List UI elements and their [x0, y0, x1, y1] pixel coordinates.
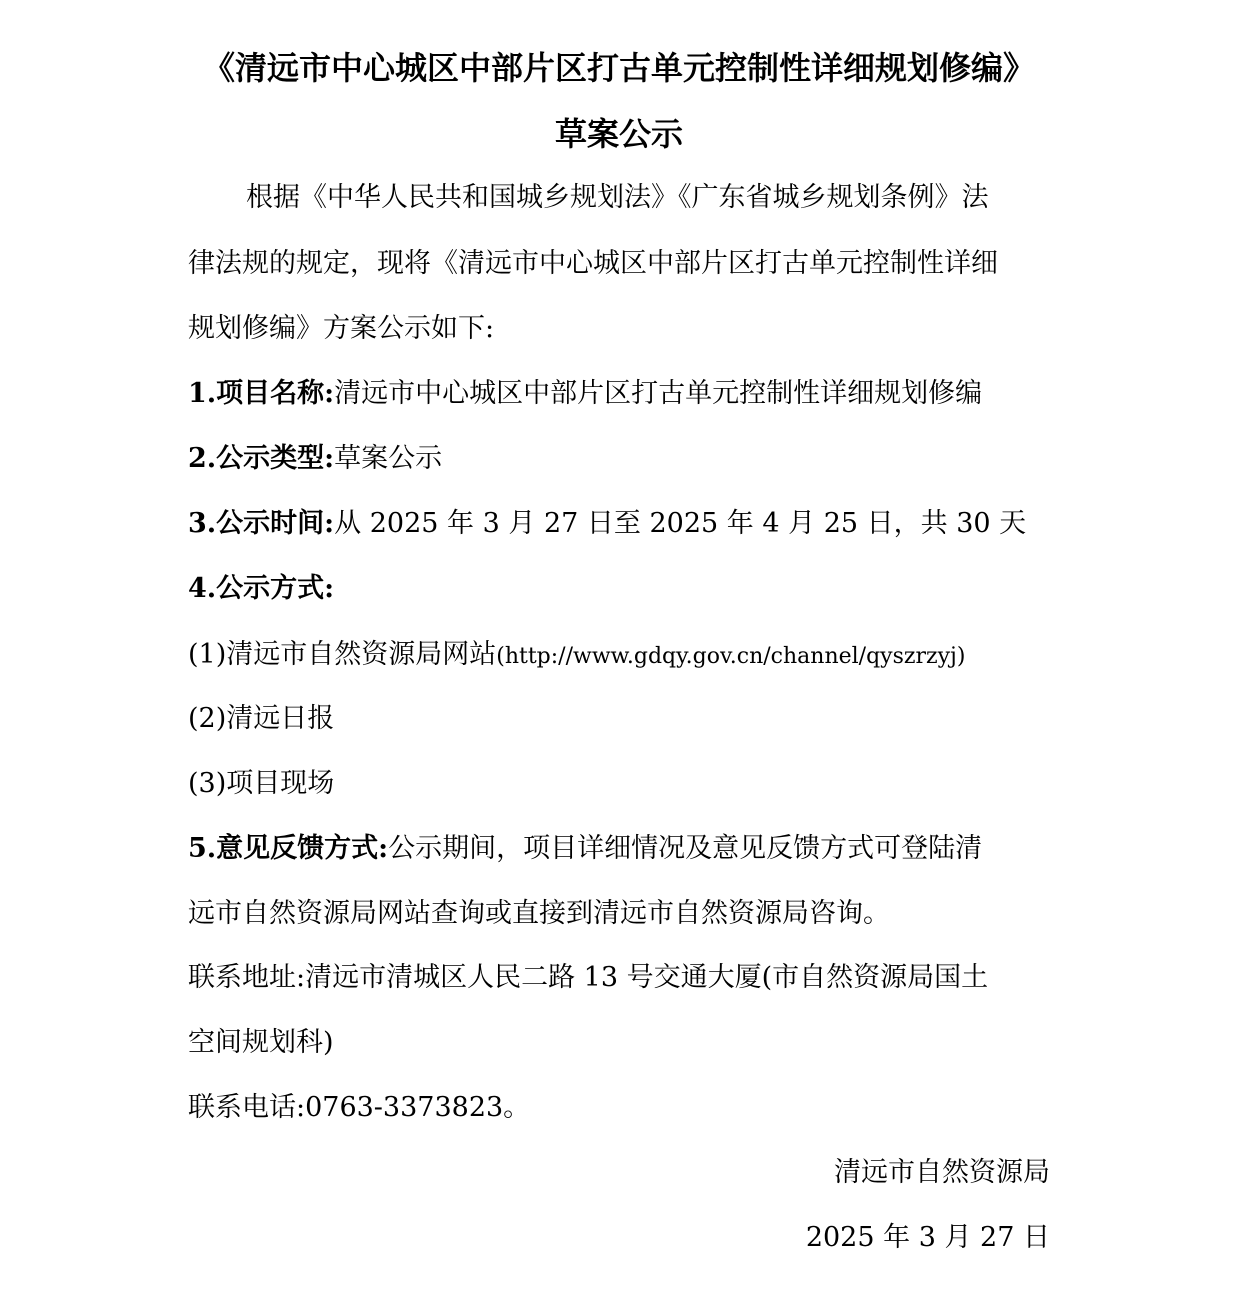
feedback-value-line-2: 远市自然资源局网站查询或直接到清远市自然资源局咨询。: [188, 898, 890, 929]
intro-paragraph-line-2: 律法规的规定，现将《清远市中心城区中部片区打古单元控制性详细: [188, 248, 998, 279]
announcement-type-value: 草案公示: [334, 443, 443, 474]
method-item-website: [188, 635, 1058, 677]
method-item-newspaper: (2)清远日报: [188, 703, 335, 734]
project-name-row: [188, 374, 1058, 414]
announcement-type-label: 2.公示类型:: [188, 443, 335, 474]
contact-phone: 联系电话:0763-3373823。: [188, 1092, 531, 1123]
intro-paragraph-line-1: 根据《中华人民共和国城乡规划法》《广东省城乡规划条例》法: [246, 182, 989, 213]
feedback-label: 5.意见反馈方式:: [188, 833, 389, 864]
signature-organization: 清远市自然资源局: [834, 1157, 1050, 1188]
feedback-value-line-1: 公示期间，项目详细情况及意见反馈方式可登陆清: [388, 833, 983, 864]
feedback-row: [188, 829, 1058, 869]
contact-address-line-2: 空间规划科): [188, 1027, 334, 1058]
announcement-time-label: 3.公示时间:: [188, 508, 335, 539]
announcement-type-row: [188, 439, 1058, 479]
project-name-value: 清远市中心城区中部片区打古单元控制性详细规划修编: [334, 378, 983, 409]
announcement-time-value: 从 2025 年 3 月 27 日至 2025 年 4 月 25 日，共 30 天: [334, 508, 1027, 539]
announcement-time-row: [188, 504, 1058, 544]
announcement-method-label: 4.公示方式:: [188, 573, 335, 604]
document-subtitle: 草案公示: [554, 115, 683, 153]
method-website-label: (1)清远市自然资源局网站: [188, 639, 497, 670]
document-title: 《清远市中心城区中部片区打古单元控制性详细规划修编》: [202, 49, 1035, 87]
intro-paragraph-line-3: 规划修编》方案公示如下:: [188, 313, 495, 344]
website-url-link[interactable]: (http://www.gdqy.gov.cn/channel/qyszrzyj): [496, 644, 966, 669]
method-item-site: (3)项目现场: [188, 768, 335, 799]
contact-address-line-1: 联系地址:清远市清城区人民二路 13 号交通大厦(市自然资源局国土: [188, 962, 989, 993]
project-name-label: 1.项目名称:: [188, 378, 335, 409]
signature-date: 2025 年 3 月 27 日: [805, 1222, 1050, 1253]
